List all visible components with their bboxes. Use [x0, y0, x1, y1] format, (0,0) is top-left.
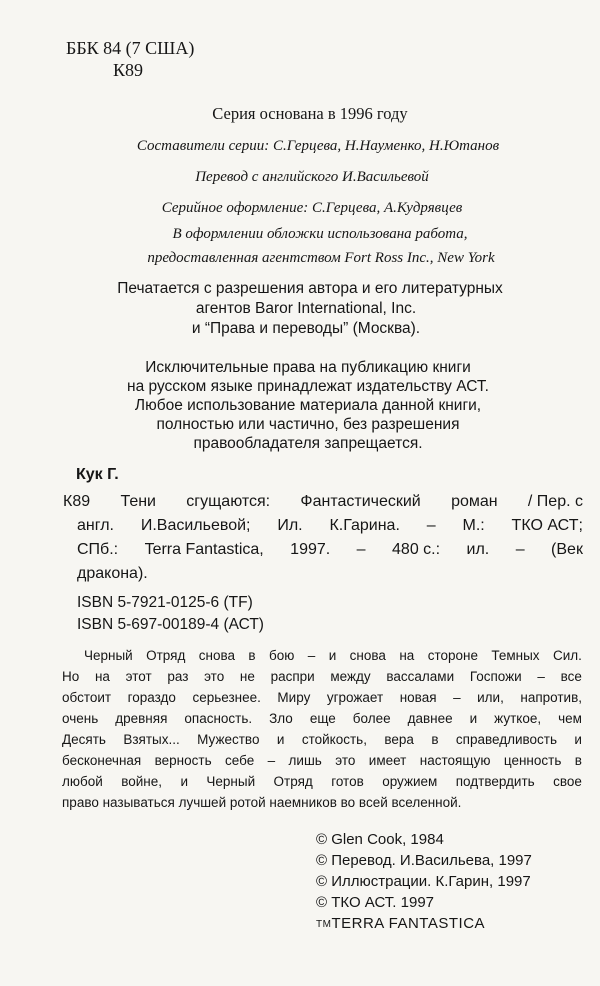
design-credit: Серийное оформление: С.Герцева, А.Кудрявцев — [161, 200, 463, 216]
series-compilers: Составители серии: С.Герцева, Н.Науменко, Н.Ютанов — [136, 138, 500, 154]
annotation-row: обстоит гораздо серьезнее. Миру угрожает новая – или, напротив, — [62, 690, 582, 705]
catalog-row: англ. И.Васильевой; Ил. К.Гарина. – М.: ТКО АСТ; — [77, 517, 583, 534]
annotation-row: Но на этот раз это не распри между вассалами Госпожи – все — [62, 669, 582, 684]
annotation-row: очень древняя опасность. Зло еще более давнее и жуткое, чем — [62, 711, 582, 726]
publisher-imprint-name: TERRA FANTASTICA — [331, 915, 486, 932]
annotation-row: Черный Отряд снова в бою – и снова на стороне Темных Сил. — [84, 648, 582, 663]
trademark-mark: TM — [316, 919, 332, 930]
book-annotation — [62, 645, 582, 813]
catalog-entry — [63, 490, 583, 586]
series-credits — [0, 131, 600, 224]
annotation-row: право называться лучшей ротой наемников во всей вселенной. — [62, 795, 462, 810]
cover-credit: В оформлении обложки использована работа, предоставленная агентством Fort Ross Inc., New York — [147, 226, 495, 266]
copyright-block — [316, 829, 532, 935]
copyright-illustrations: © Иллюстрации. К.Гарин, 1997 — [316, 873, 531, 890]
annotation-row: бесконечная верность себе – лишь это имеет настоящую ценность в — [62, 753, 582, 768]
catalog-row: К89 Тени сгущаются: Фантастический роман / Пер. с — [63, 493, 583, 510]
author-heading: Кук Г. — [76, 466, 119, 483]
copyright-publisher: © ТКО АСТ. 1997 — [316, 894, 435, 911]
copyright-author: © Glen Cook, 1984 — [316, 831, 444, 848]
rights-notice: Печатается с разрешения автора и его литературных агентов Baror International, Inc. и “Права и переводы” (Москва). — [117, 280, 503, 337]
isbn-tf: ISBN 5-7921-0125-6 (TF) — [77, 594, 253, 611]
catalog-row: дракона). — [77, 565, 148, 582]
copyright-translation: © Перевод. И.Васильева, 1997 — [316, 852, 532, 869]
annotation-row: Десять Взятых... Мужество и стойкость, вера в справедливость и — [62, 732, 582, 747]
exclusive-rights-notice: Исключительные права на публикацию книги на русском языке принадлежат издательству АСТ. Любое использование материала данной книги, полностью или частично, без разрешения правообладателя запрещается. — [127, 359, 489, 452]
bbk-classification: ББК 84 (7 США) — [66, 38, 195, 58]
translation-credit: Перевод с английского И.Васильевой — [195, 169, 429, 185]
publisher-imprint — [316, 913, 532, 935]
isbn-act: ISBN 5-697-00189-4 (АСТ) — [77, 616, 264, 633]
author-code: К89 — [113, 60, 144, 80]
annotation-row: любой войне, и Черный Отряд готов оружием подтвердить свое — [62, 774, 582, 789]
series-founded: Серия основана в 1996 году — [212, 104, 408, 123]
catalog-row: СПб.: Terra Fantastica, 1997. – 480 с.: ил. – (Век — [77, 541, 583, 558]
